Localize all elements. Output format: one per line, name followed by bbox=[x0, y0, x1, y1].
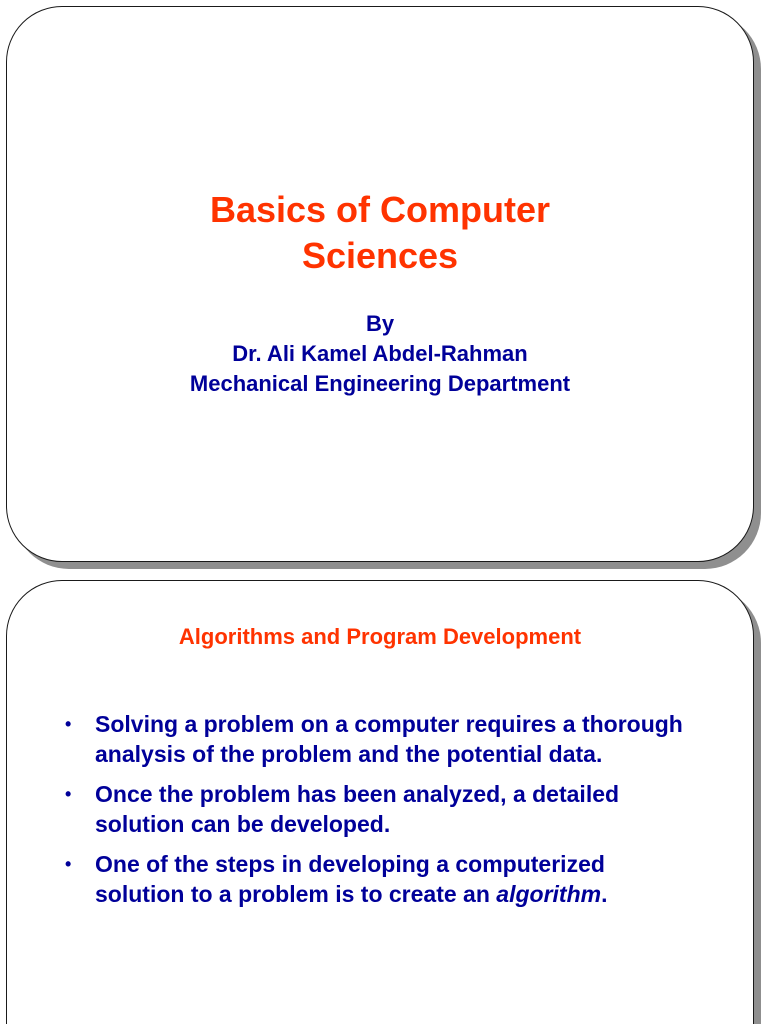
author-byline bbox=[7, 309, 753, 399]
content-slide bbox=[6, 580, 754, 1024]
bullet-item bbox=[59, 709, 699, 769]
by-label: By bbox=[365, 311, 395, 336]
bullet-item bbox=[59, 779, 699, 839]
slide-title-line-2: Sciences bbox=[301, 235, 459, 276]
slide-heading: Algorithms and Program Development bbox=[178, 624, 582, 649]
author-name: Dr. Ali Kamel Abdel-Rahman bbox=[232, 341, 528, 366]
bullet-item bbox=[59, 849, 699, 909]
bullet-list bbox=[59, 709, 699, 919]
department-name: Mechanical Engineering Department bbox=[189, 371, 571, 396]
bullet-text bbox=[95, 851, 607, 907]
bullet-emphasis: algorithm bbox=[496, 881, 602, 907]
title-slide bbox=[6, 6, 754, 562]
slide-title bbox=[7, 187, 753, 279]
bullet-icon: • bbox=[65, 854, 72, 874]
bullet-text-after: . bbox=[601, 881, 608, 907]
bullet-text: Solving a problem on a computer requires a thorough analysis of the problem and the potential data. bbox=[95, 711, 683, 767]
bullet-text: Once the problem has been analyzed, a detailed solution can be developed. bbox=[95, 781, 620, 837]
bullet-icon: • bbox=[65, 714, 72, 734]
bullet-icon: • bbox=[65, 784, 72, 804]
bullet-text-before: One of the steps in developing a computerized solution to a problem is to create an bbox=[95, 851, 605, 907]
slide-title-line-1: Basics of Computer bbox=[209, 189, 551, 230]
